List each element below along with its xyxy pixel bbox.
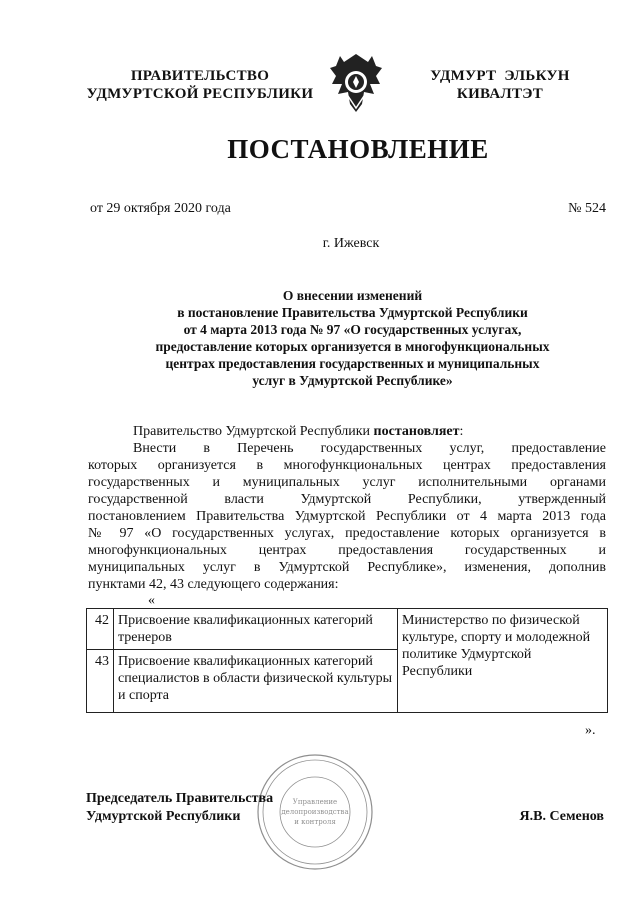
header-right-line2: КИВАЛТЭТ <box>456 86 544 102</box>
svg-text:и контроля: и контроля <box>294 818 336 826</box>
signature-name: Я.В. Семенов <box>519 809 604 824</box>
signature-position-line1: Председатель Правительства <box>86 791 274 806</box>
body-line: государственной власти Удмуртской Республики, утвержденный <box>88 492 606 507</box>
heading-line: в постановление Правительства Удмуртской Республики <box>177 305 528 320</box>
service-name: Присвоение квалификационных категорий специалистов в области физической культуры и спорта <box>114 650 398 713</box>
services-table <box>86 608 608 713</box>
row-number: 42 <box>87 609 114 650</box>
document-type-title: ПОСТАНОВЛЕНИЕ <box>227 134 489 164</box>
header-left <box>80 67 320 103</box>
body-line: государственных и муниципальных услуг исполнительными органами <box>88 475 606 490</box>
intro-text: Правительство Удмуртской Республики <box>133 424 374 439</box>
body-line-last: пунктами 42, 43 следующего содержания: <box>88 577 339 592</box>
body-intro <box>133 423 463 440</box>
svg-text:Управление: Управление <box>292 798 338 806</box>
body-paragraph <box>88 440 606 593</box>
heading-line: О внесении изменений <box>282 288 423 303</box>
heading-line: от 4 марта 2013 года № 97 «О государственных услугах, <box>183 322 522 337</box>
close-quote: ». <box>585 723 596 738</box>
svg-text:делопроизводства: делопроизводства <box>281 808 349 816</box>
body-line: муниципальных услуг в Удмуртской Республике», изменения, дополнив <box>88 560 606 575</box>
body-line: многофункциональных центрах предоставления государственных и <box>88 543 606 558</box>
header-left-line2: УДМУРТСКОЙ РЕСПУБЛИКИ <box>86 86 314 102</box>
document-number: № 524 <box>568 201 606 216</box>
signature-position <box>86 790 273 826</box>
header-left-line1: ПРАВИТЕЛЬСТВО <box>130 68 270 84</box>
body-line: которых организуется в многофункциональных центрах предоставления <box>88 458 606 473</box>
row-number: 43 <box>87 650 114 713</box>
service-name: Присвоение квалификационных категорий тренеров <box>114 609 398 650</box>
intro-verb: постановляет <box>373 424 460 439</box>
document-date: от 29 октября 2020 года <box>90 201 231 216</box>
body-line: Внести в Перечень государственных услуг, предоставление <box>133 441 606 456</box>
header-right-line1: УДМУРТ ЭЛЬКУН <box>430 68 570 84</box>
header-right <box>395 67 605 103</box>
heading-line: центрах предоставления государственных и муниципальных <box>165 356 540 371</box>
intro-colon: : <box>459 424 464 439</box>
open-quote: « <box>148 593 155 608</box>
coat-of-arms-emblem <box>328 52 384 114</box>
document-city: г. Ижевск <box>322 236 380 251</box>
document-heading <box>100 287 605 389</box>
authority-name: Министерство по физической культуре, спорту и молодежной политике Удмуртской Республики <box>398 609 608 713</box>
heading-line: предоставление которых организуется в многофункциональных <box>155 339 550 354</box>
heading-line: услуг в Удмуртской Республике» <box>252 373 453 388</box>
body-line: № 97 «О государственных услугах, предоставление которых организуется в <box>88 526 606 541</box>
signature-position-line2: Удмуртской Республики <box>86 809 241 824</box>
body-line: постановлением Правительства Удмуртской Республики от 4 марта 2013 года <box>88 509 606 524</box>
table-row <box>87 609 608 650</box>
